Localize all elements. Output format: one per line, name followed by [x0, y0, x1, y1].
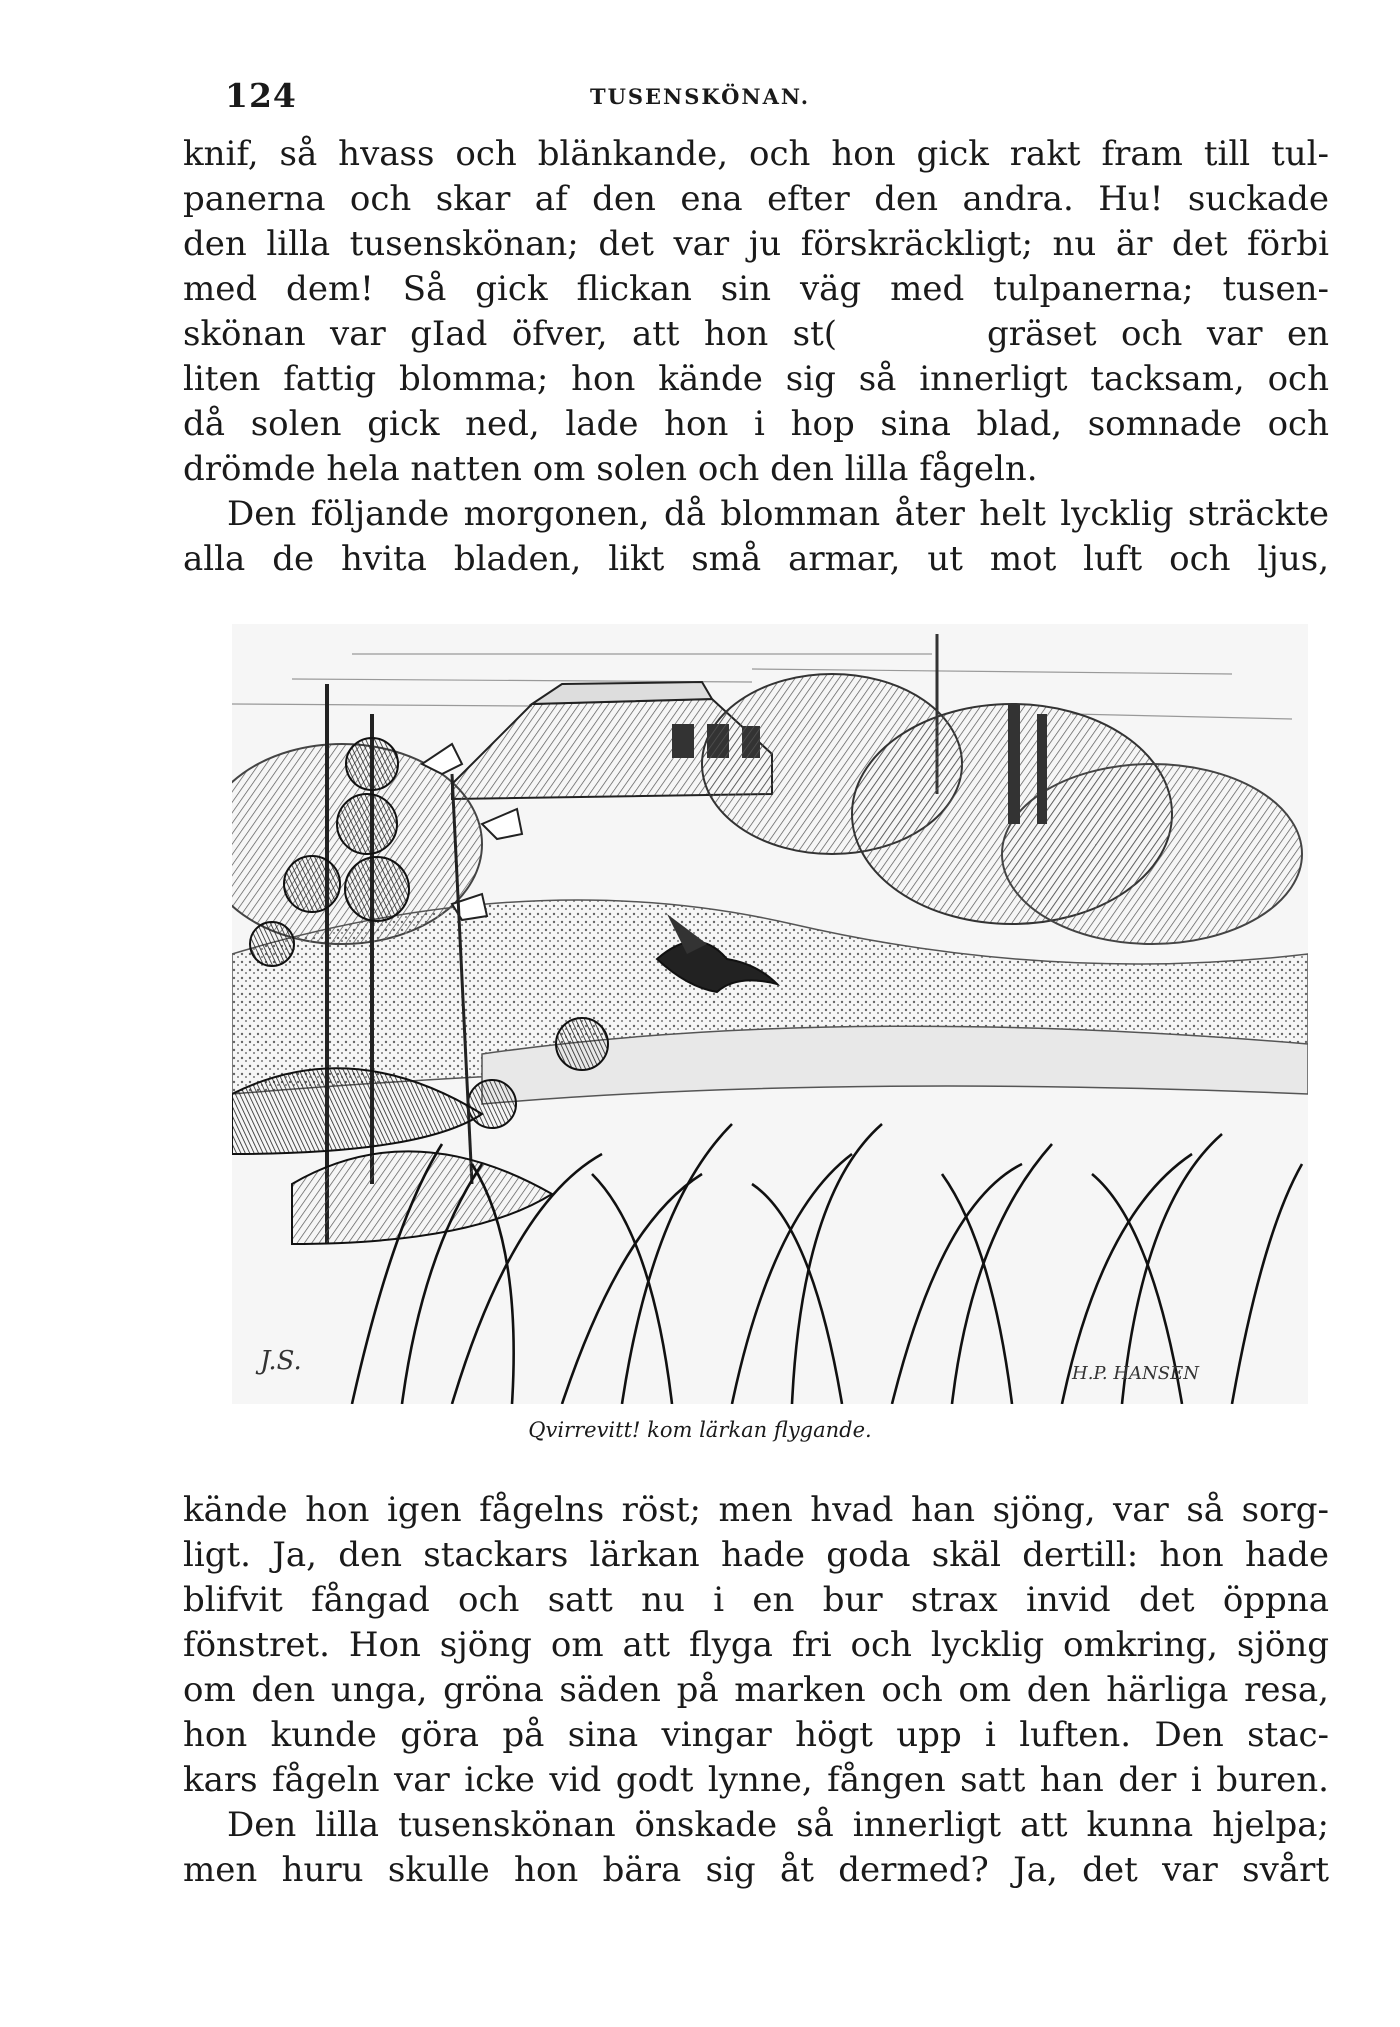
text-line: kars fågeln var icke vid godt lynne, fången satt han der i buren.	[183, 1760, 1329, 1800]
engraving-svg	[232, 624, 1308, 1404]
text-line: liten fattig blomma; hon kände sig så innerligt tacksam, och	[183, 359, 1329, 399]
text-line-damaged	[183, 312, 1329, 357]
text-line: fönstret. Hon sjöng om att flyga fri och lycklig omkring, sjöng	[183, 1625, 1329, 1665]
text-line: ligt. Ja, den stackars lärkan hade goda skäl dertill: hon hade	[183, 1535, 1329, 1575]
text-line: om den unga, gröna säden på marken och om den härliga resa,	[183, 1670, 1329, 1710]
body-text-top	[183, 132, 1329, 582]
engraver-signature-left: J.S.	[260, 1346, 302, 1376]
body-text-bottom	[183, 1488, 1329, 1893]
text-line: knif, så hvass och blänkande, och hon gick rakt fram till tul-	[183, 134, 1329, 174]
text-line: Den lilla tusenskönan önskade så innerligt att kunna hjelpa;	[227, 1805, 1329, 1845]
engraving-illustration	[232, 624, 1308, 1404]
text-line: då solen gick ned, lade hon i hop sina blad, somnade och	[183, 404, 1329, 444]
figure-caption: Qvirrevitt! kom lärkan flygande.	[528, 1418, 872, 1442]
text-line-left-fragment: skönan var gIad öfver, att hon st(	[183, 314, 838, 354]
text-line: panerna och skar af den ena efter den andra. Hu! suckade	[183, 179, 1329, 219]
text-line: den lilla tusenskönan; det var ju förskräckligt; nu är det förbi	[183, 224, 1329, 264]
text-line: alla de hvita bladen, likt små armar, ut mot luft och ljus,	[183, 539, 1329, 579]
text-line: kände hon igen fågelns röst; men hvad han sjöng, var så sorg-	[183, 1490, 1329, 1530]
text-line: drömde hela natten om solen och den lilla fågeln.	[183, 449, 1038, 489]
page-number: 124	[225, 76, 297, 115]
text-line: med dem! Så gick flickan sin väg med tulpanerna; tusen-	[183, 269, 1329, 309]
text-line-right-fragment: gräset och var en	[987, 314, 1329, 354]
running-title: TUSENSKÖNAN.	[589, 84, 811, 109]
text-line: blifvit fångad och satt nu i en bur strax invid det öppna	[183, 1580, 1329, 1620]
text-line: Den följande morgonen, då blomman åter helt lycklig sträckte	[227, 494, 1329, 534]
text-line: hon kunde göra på sina vingar högt upp i luften. Den stac-	[183, 1715, 1329, 1755]
engraver-signature-right: H.P. HANSEN	[1072, 1363, 1199, 1384]
text-line: men huru skulle hon bära sig åt dermed? Ja, det var svårt	[183, 1850, 1329, 1890]
